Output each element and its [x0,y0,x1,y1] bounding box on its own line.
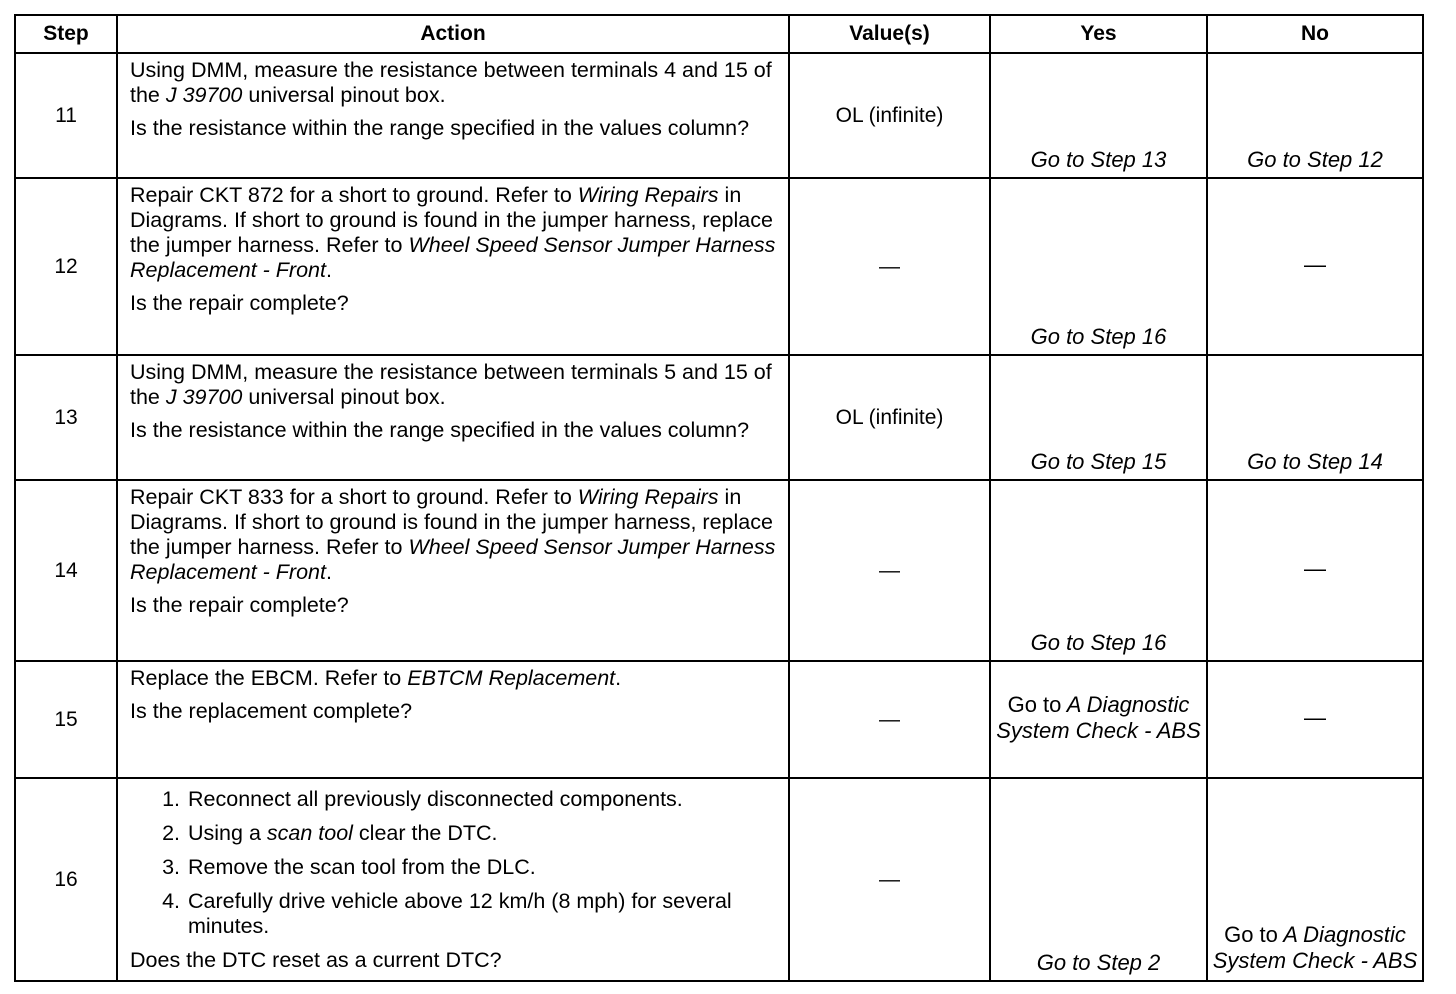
procedure-list [130,787,778,939]
step-number: 15 [15,661,117,778]
wiring-repairs-link[interactable]: Wiring Repairs [577,485,719,509]
step-number: 12 [15,178,117,355]
table-row-step-15 [15,661,1423,778]
list-item: 3. Remove the scan tool from the DLC. [186,855,778,880]
header-values: Value(s) [789,15,990,53]
tool-reference: J 39700 [165,83,243,107]
yes-goto-link[interactable]: Go to Step 16 [990,480,1207,661]
action-instruction: Using DMM, measure the resistance between terminals 4 and 15 of the J 39700 universal pinout box. [130,58,772,107]
diagnostic-system-check-link[interactable]: A Diagnostic System Check - ABS [996,691,1201,743]
action-question: Is the resistance within the range specified in the values column? [130,418,750,442]
no-cell: — [1207,661,1423,778]
action-instruction: Repair CKT 872 for a short to ground. Refer to Wiring Repairs in Diagrams. If short to ground is found in the jumper harness, replace the jumper harness. Refer to Wheel Speed Sensor Jumper Harness Replacement - Front. [130,183,776,282]
header-row [15,15,1423,53]
no-cell: — [1207,178,1423,355]
yes-goto-link[interactable]: Go to Step 15 [990,355,1207,480]
header-yes: Yes [990,15,1207,53]
wiring-repairs-link[interactable]: Wiring Repairs [577,183,719,207]
no-goto-link[interactable] [1207,778,1423,981]
no-goto-link[interactable]: Go to Step 14 [1207,355,1423,480]
action-instruction: Using DMM, measure the resistance between terminals 5 and 15 of the J 39700 universal pinout box. [130,360,772,409]
scan-tool-reference: scan tool [266,821,353,845]
action-instruction: Replace the EBCM. Refer to EBTCM Replacement. [130,666,622,690]
list-item: 4. Carefully drive vehicle above 12 km/h (8 mph) for several minutes. [186,889,778,939]
jumper-harness-replacement-link[interactable]: Wheel Speed Sensor Jumper Harness Replacement - Front [130,535,776,584]
yes-goto-link[interactable] [990,661,1207,778]
yes-goto-link[interactable]: Go to Step 13 [990,53,1207,178]
action-cell [117,355,789,480]
header-no: No [1207,15,1423,53]
action-question: Is the repair complete? [130,593,349,617]
table-row-step-12 [15,178,1423,355]
no-goto-link[interactable]: Go to Step 12 [1207,53,1423,178]
jumper-harness-replacement-link[interactable]: Wheel Speed Sensor Jumper Harness Replacement - Front [130,233,776,282]
no-cell: — [1207,480,1423,661]
goto-label: Go to [1224,922,1278,947]
action-cell [117,661,789,778]
value-cell: OL (infinite) [789,53,990,178]
diagnostic-system-check-link[interactable]: A Diagnostic System Check - ABS [1212,922,1418,973]
step-number: 13 [15,355,117,480]
table-row-step-11 [15,53,1423,178]
header-action: Action [117,15,789,53]
tool-reference: J 39700 [165,385,243,409]
value-cell: — [789,778,990,981]
table-row-step-16 [15,778,1423,981]
table-row-step-13 [15,355,1423,480]
step-number: 14 [15,480,117,661]
value-cell: — [789,661,990,778]
ebtcm-replacement-link[interactable]: EBTCM Replacement [407,666,616,690]
step-number: 16 [15,778,117,981]
list-item: 1. Reconnect all previously disconnected components. [186,787,778,812]
action-instruction: Repair CKT 833 for a short to ground. Refer to Wiring Repairs in Diagrams. If short to ground is found in the jumper harness, replace the jumper harness. Refer to Wheel Speed Sensor Jumper Harness Replacement - Front. [130,485,776,584]
yes-goto-link[interactable]: Go to Step 2 [990,778,1207,981]
value-cell: — [789,480,990,661]
action-question: Is the resistance within the range specified in the values column? [130,116,750,140]
action-question: Is the repair complete? [130,291,349,315]
goto-label: Go to [1007,691,1062,717]
action-cell [117,778,789,981]
header-step: Step [15,15,117,53]
table-row-step-14 [15,480,1423,661]
diagnostic-table [14,14,1424,982]
value-cell: — [789,178,990,355]
action-question: Does the DTC reset as a current DTC? [130,948,502,972]
list-item: 2. Using a scan tool clear the DTC. [186,821,778,846]
action-cell [117,178,789,355]
action-cell [117,53,789,178]
yes-goto-link[interactable]: Go to Step 16 [990,178,1207,355]
action-question: Is the replacement complete? [130,699,413,723]
value-cell: OL (infinite) [789,355,990,480]
step-number: 11 [15,53,117,178]
action-cell [117,480,789,661]
